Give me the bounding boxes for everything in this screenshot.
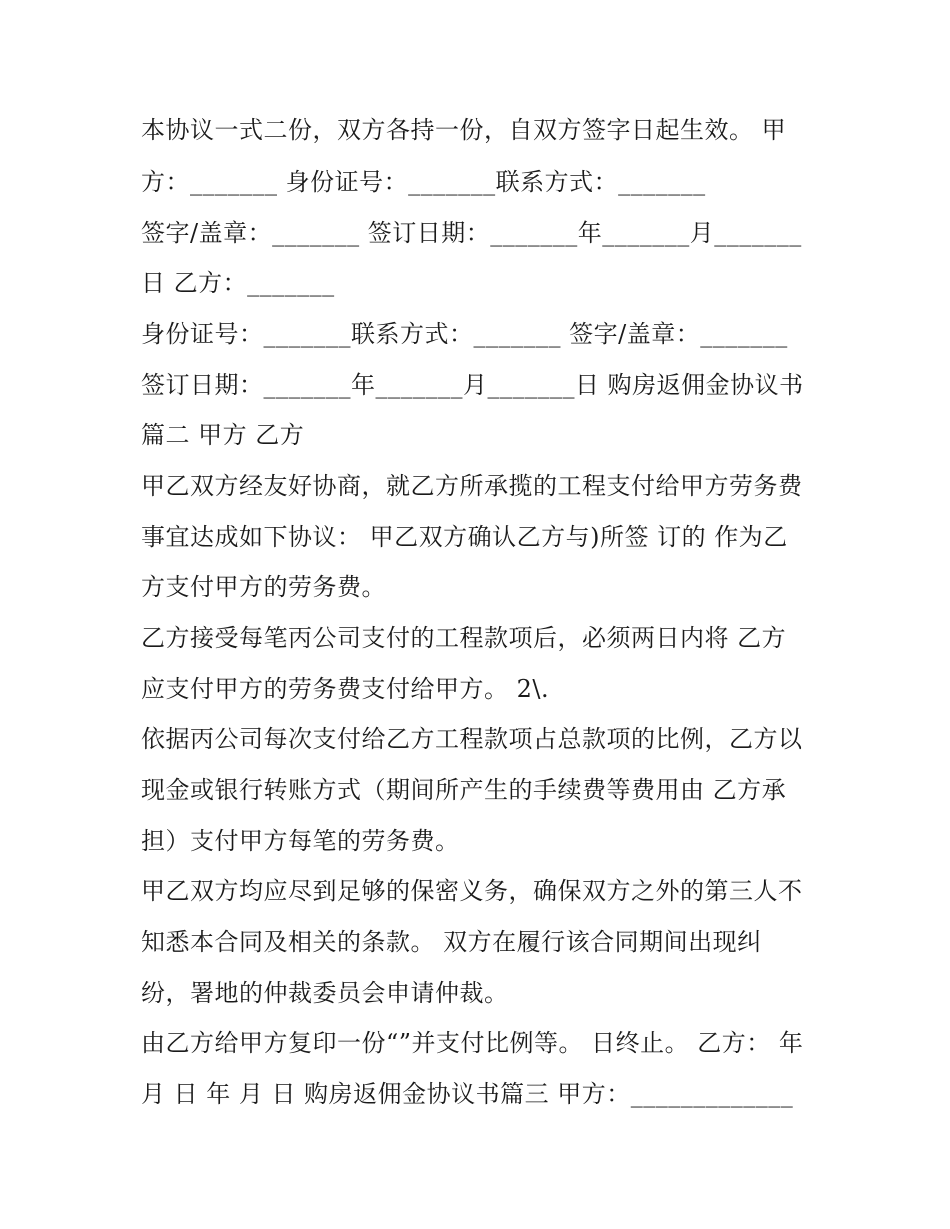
text-line: 纷，署地的仲裁委员会申请仲裁。 (141, 979, 509, 1007)
text-line: 甲乙双方经友好协商，就乙方所承揽的工程支付给甲方劳务费 (141, 472, 803, 500)
text-line: 篇二 甲方 乙方 (141, 421, 305, 449)
text-line: 方支付甲方的劳务费。 (141, 573, 386, 601)
text-line: 事宜达成如下协议： 甲乙双方确认乙方与)所签 订的 作为乙 (141, 523, 788, 551)
text-line: 签字/盖章：_______ 签订日期：_______年_______月_______ (141, 219, 802, 247)
text-line: 月 日 年 月 日 购房返佣金协议书篇三 甲方：_____________ (141, 1080, 794, 1108)
text-line: 签订日期：_______年_______月_______日 购房返佣金协议书 (141, 371, 804, 399)
text-line: 方：_______ 身份证号：_______联系方式：_______ (141, 168, 706, 196)
text-line: 知悉本合同及相关的条款。 双方在履行该合同期间出现纠 (141, 928, 762, 956)
text-line: 甲乙双方均应尽到足够的保密义务，确保双方之外的第三人不 (141, 877, 803, 905)
text-line: 依据丙公司每次支付给乙方工程款项占总款项的比例，乙方以 (141, 725, 803, 753)
text-line: 乙方接受每笔丙公司支付的工程款项后，必须两日内将 乙方 (141, 624, 787, 652)
text-line: 担）支付甲方每笔的劳务费。 (141, 827, 460, 855)
text-line: 现金或银行转账方式（期间所产生的手续费等费用由 乙方承 (141, 776, 787, 804)
text-line: 应支付甲方的劳务费支付给甲方。 2\. (141, 675, 550, 703)
text-line: 身份证号：_______联系方式：_______ 签字/盖章：_______ (141, 320, 788, 348)
text-line: 日 乙方：_______ (141, 269, 335, 297)
text-line: 本协议一式二份，双方各持一份，自双方签字日起生效。 甲 (141, 116, 787, 144)
text-line: 由乙方给甲方复印一份“”并支付比例等。 日终止。 乙方： 年 (141, 1029, 804, 1057)
